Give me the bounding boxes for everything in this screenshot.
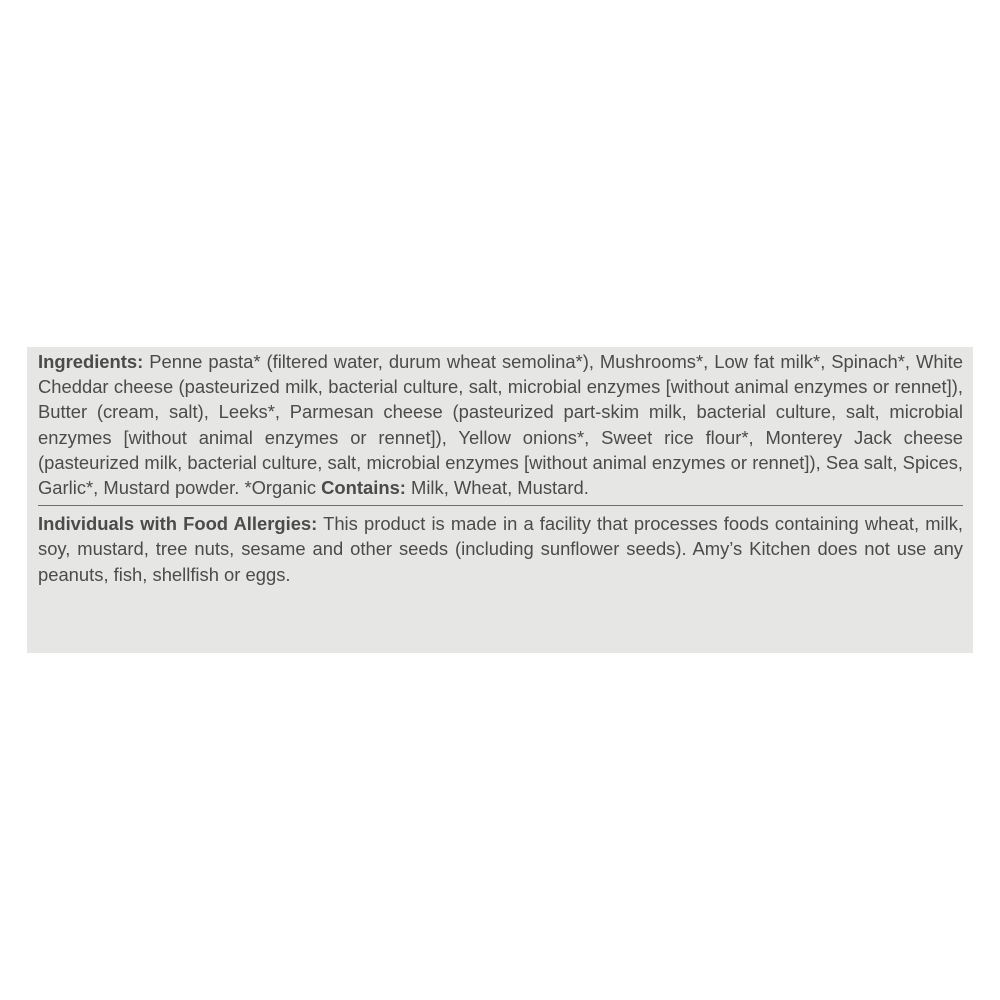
allergies-text: This product is made in a facility that processes foods containing wheat, milk, soy, mustard, tree nuts, sesame and other seeds (including sunflower seeds). Amy’s Kitchen does not use any peanuts, fish, shellfish or eggs. bbox=[38, 513, 964, 585]
contains-text: Milk, Wheat, Mustard. bbox=[405, 477, 589, 499]
contains-label: Contains: bbox=[321, 477, 406, 499]
ingredients-panel bbox=[27, 347, 973, 653]
ingredients-paragraph bbox=[38, 347, 963, 500]
allergies-label: Individuals with Food Allergies: bbox=[38, 513, 318, 535]
ingredients-text: Penne pasta* (filtered water, durum wheat semolina*), Mushrooms*, Low fat milk*, Spinach*, White Cheddar cheese (pasteurized milk, bacterial culture, salt, microbial enzymes [without animal enzymes or rennet]), Butter (cream, salt), Leeks*, Parmesan cheese (pasteurized part-skim milk, bacterial culture, salt, microbial enzymes [without animal enzymes or rennet]), Yellow onions*, Sweet rice flour*, Monterey Jack cheese (pasteurized milk, bacterial culture, salt, microbial enzymes [without animal enzymes or rennet]), Sea salt, Spices, Garlic*, Mustard powder. *Organic bbox=[38, 351, 963, 499]
ingredients-label: Ingredients: bbox=[38, 351, 144, 372]
allergies-paragraph bbox=[38, 506, 963, 587]
